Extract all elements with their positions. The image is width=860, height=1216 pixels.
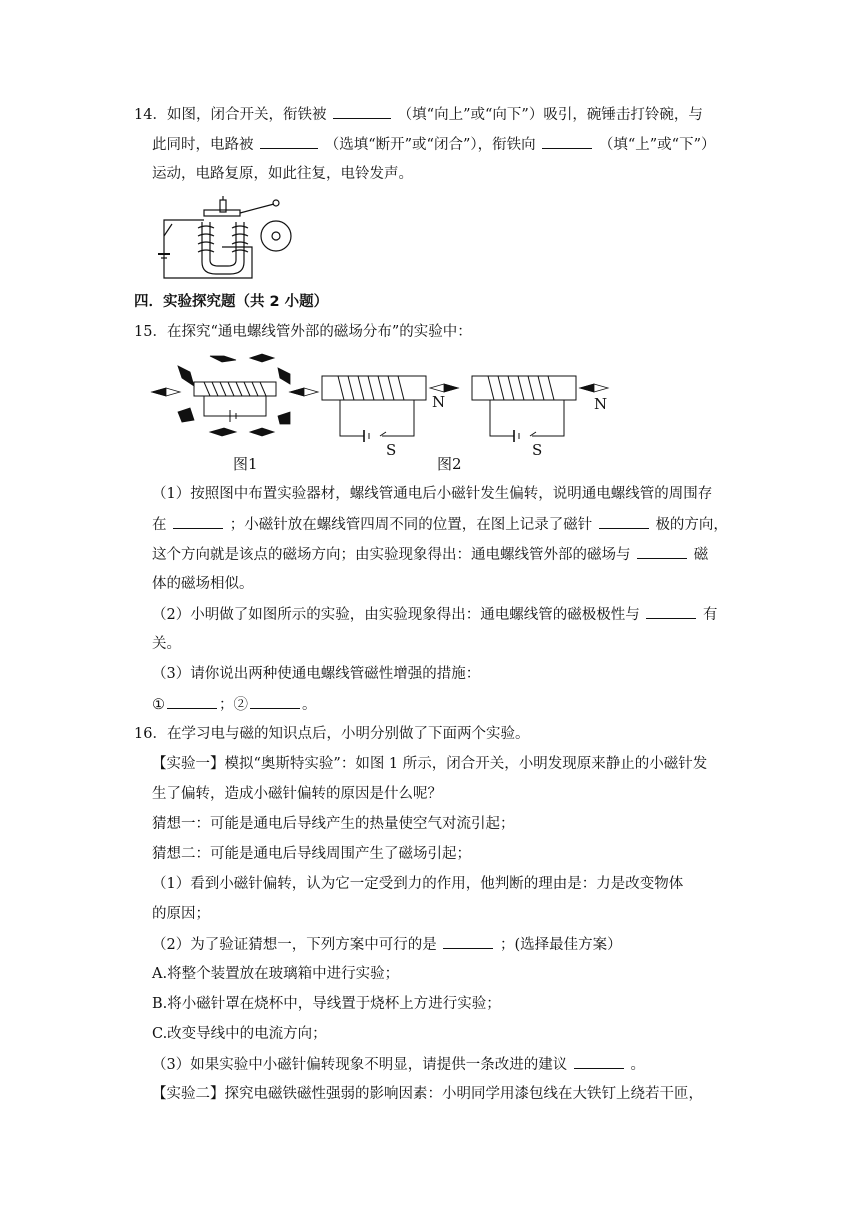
electric-bell-figure [152, 192, 292, 284]
answer-blank[interactable] [443, 934, 493, 949]
answer-blank[interactable] [260, 134, 318, 149]
q15-p1-line-1: （1）按照图中布置实验器材，螺线管通电后小磁针发生偏转，说明通电螺线管的周围存 [152, 486, 713, 502]
answer-blank[interactable] [637, 544, 687, 559]
q16-exp2: 【实验二】探究电磁铁磁性强弱的影响因素：小明同学用漆包线在大铁钉上绕若干匝， [152, 1086, 703, 1102]
section-heading: 四．实验探究题（共 2 小题） [134, 294, 329, 310]
q16-exp1-line-2: 生了偏转，造成小磁针偏转的原因是什么呢？ [152, 786, 442, 802]
figure-caption: 图2 [437, 455, 462, 473]
answer-blank[interactable] [542, 134, 592, 149]
figure-2-solenoids [320, 370, 620, 460]
q16-s1-line-1: （1）看到小磁针偏转，认为它一定受到力的作用，他判断的理由是：力是改变物体 [152, 876, 684, 892]
q14-line-3: 运动，电路复原，如此往复，电铃发声。 [152, 166, 413, 182]
answer-blank[interactable] [646, 604, 696, 619]
q16-title: 16．在学习电与磁的知识点后，小明分别做了下面两个实验。 [134, 726, 530, 742]
q15-p2-line-2: 关。 [152, 636, 181, 652]
q16-option-a: A.将整个装置放在玻璃箱中进行实验； [152, 966, 400, 982]
q16-option-b: B.将小磁针罩在烧杯中，导线置于烧杯上方进行实验； [152, 996, 501, 1012]
figure-caption: 图1 [233, 455, 258, 473]
label-s: S [532, 441, 543, 459]
label-n: N [432, 393, 446, 411]
answer-blank[interactable] [333, 104, 391, 119]
answer-blank[interactable] [574, 1054, 624, 1069]
q15-title: 15．在探究“通电螺线管外部的磁场分布”的实验中： [134, 324, 472, 340]
q16-exp1-line-1: 【实验一】模拟“奥斯特实验”：如图 1 所示，闭合开关，小明发现原来静止的小磁针发 [152, 756, 708, 772]
q16-option-c: C.改变导线中的电流方向； [152, 1026, 327, 1042]
figure-1-solenoid-compasses [150, 352, 320, 442]
q15-p3-answers: ① ；② 。 [152, 694, 317, 715]
q14-line-1: 14．如图，闭合开关，衔铁被 （填“向上”或“向下”）吸引，碗锤击打铃碗，与 [134, 104, 703, 125]
label-s: S [386, 441, 397, 459]
answer-blank[interactable] [599, 514, 649, 529]
answer-blank[interactable] [173, 514, 223, 529]
q15-p1-line-3: 这个方向就是该点的磁场方向；由实验现象得出：通电螺线管外部的磁场与 磁 [152, 544, 708, 565]
q15-p3: （3）请你说出两种使通电螺线管磁性增强的措施： [152, 666, 481, 682]
q16-s3: （3）如果实验中小磁针偏转现象不明显，请提供一条改进的建议 。 [152, 1054, 645, 1075]
q15-p1-line-2: 在 ；小磁针放在螺线管四周不同的位置，在图上记录了磁针 极的方向， [152, 514, 728, 535]
q14-line-2: 此同时，电路被 （选填“断开”或“闭合”），衔铁向 （填“上”或“下”） [152, 134, 716, 155]
q16-s1-line-2: 的原因； [152, 906, 210, 922]
q16-guess-1: 猜想一：可能是通电后导线产生的热量使空气对流引起； [152, 816, 515, 832]
q15-p1-line-4: 体的磁场相似。 [152, 576, 254, 592]
q16-guess-2: 猜想二：可能是通电后导线周围产生了磁场引起； [152, 846, 471, 862]
answer-blank[interactable] [250, 694, 300, 709]
answer-blank[interactable] [167, 694, 217, 709]
label-n: N [594, 395, 608, 413]
q15-p2-line-1: （2）小明做了如图所示的实验，由实验现象得出：通电螺线管的磁极极性与 有 [152, 604, 717, 625]
q16-s2: （2）为了验证猜想一，下列方案中可行的是 ；(选择最佳方案） [152, 934, 622, 955]
